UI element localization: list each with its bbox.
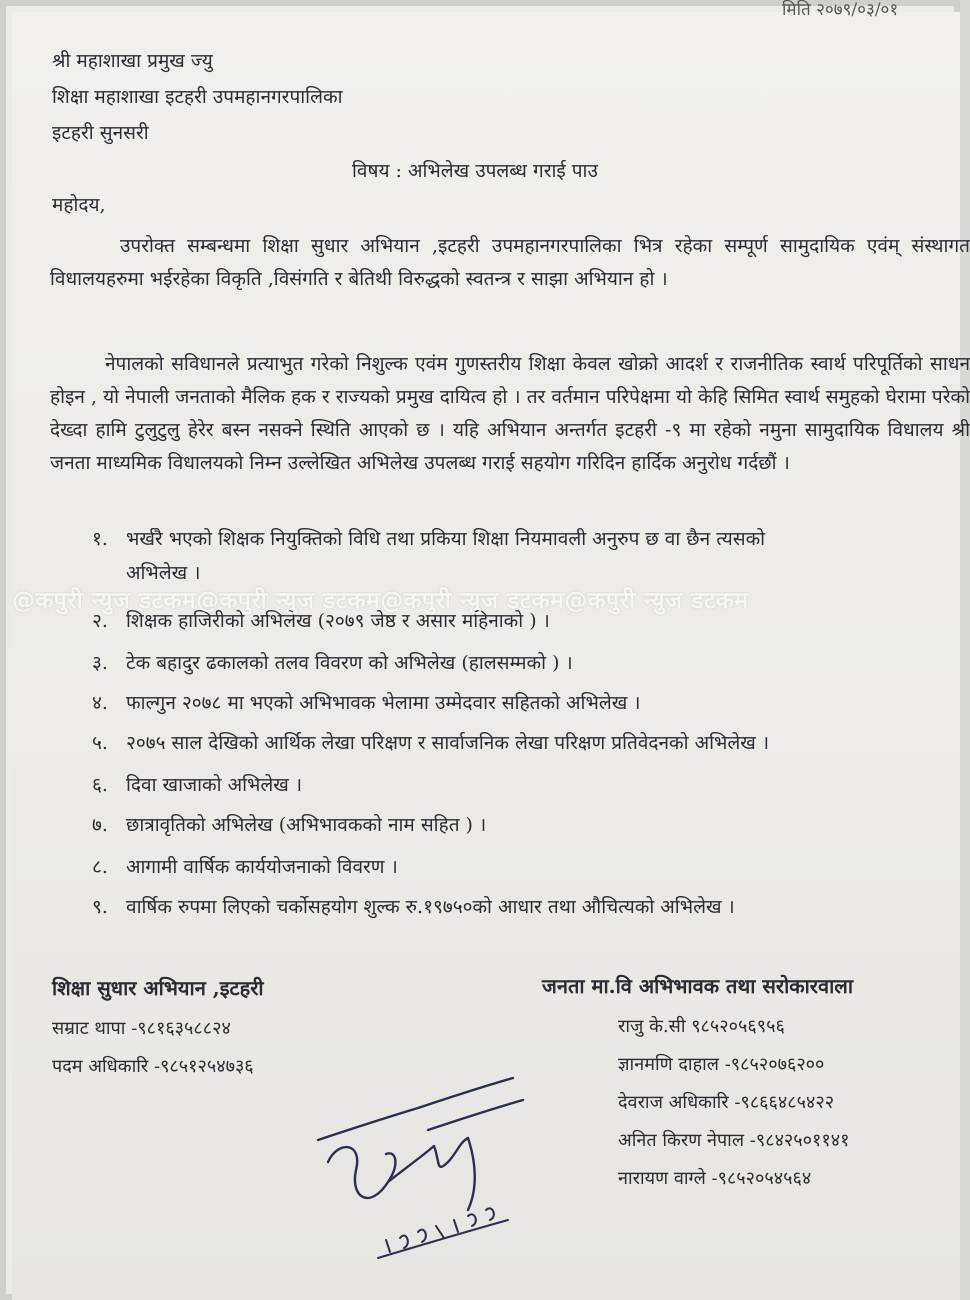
list-item: ५. २०७५ साल देखिको आर्थिक लेखा परिक्षण र सार्वाजनिक लेखा परिक्षण प्रतिवेदनको अभिलेख । xyxy=(92,732,770,754)
list-item: १. भर्खरै भएको शिक्षक नियुक्तिको विधि तथा प्रकिया शिक्षा नियमावली अनुरुप छ वा छैन त्यसको xyxy=(92,528,766,550)
signatories-right xyxy=(542,972,854,1189)
right-signatory: नारायण वाग्ले -९८५२०५४५६४ xyxy=(618,1168,812,1189)
signatories-left xyxy=(52,974,264,1077)
list-item: ८. आगामी वार्षिक कार्ययोजनाको विवरण । xyxy=(92,856,398,878)
list-item: २. शिक्षक हाजिरीको अभिलेख (२०७९ जेष्ठ र असार महिनाको ) । xyxy=(92,610,550,632)
salutation: महोदय, xyxy=(52,194,106,216)
addressee-line-1: श्री महाशाखा प्रमुख ज्यु xyxy=(52,50,213,72)
right-org-name: जनता मा.वि अभिभावक तथा सरोकारवाला xyxy=(542,974,854,998)
body-paragraph-2: नेपालको सविधानले प्रत्याभुत गरेको निशुल्क एवंम गुणस्तरीय शिक्षा केवल खोक्रो आदर्श र राजनीतिक स्वार्थ परिपूर्तिको साधन होइन , यो नेपाली जनताको मैलिक हक र राज्यको प्रमुख दायित्व हो । तर वर्तमान परिपेक्षमा यो केहि सिमित स्वार्थ समुहको घेरामा परेको देख्दा हामि टुलुटुलु हेरेर बस्न नसक्ने स्थिति आएको छ । यहि अभियान अन्तर्गत इटहरी -९ मा रहेको नमुना सामुदायिक विधालय श्री जनता माध्यमिक विधालयको निम्न उल्लेखित अभिलेख उपलब्ध गराई सहयोग गरिदिन हार्दिक अनुरोध गर्दछौं । xyxy=(50,353,970,474)
list-item-continuation: अभिलेख । xyxy=(126,562,201,584)
addressee-line-3: इटहरी सुनसरी xyxy=(52,122,149,144)
left-signatory: पदम अधिकारि -९८५१२५४७३६ xyxy=(52,1056,254,1077)
body-paragraph-1: उपरोक्त सम्बन्धमा शिक्षा सुधार अभियान ,इटहरी उपमहानगरपालिका भित्र रहेका सम्पूर्ण सामुदायिक एवंम् संस्थागत विधालयहरुमा भईरहेका विकृति ,विसंगति र बेतिथी विरुद्धको स्वतन्त्र र साझा अभियान हो । xyxy=(50,235,970,290)
watermark-banner: @कपुरी न्युज डटकम@कपुरी न्युज डटकम@कपुरी न्युज डटकम@कपुरी न्युज डटकम xyxy=(12,588,749,614)
right-signatory: अनित किरण नेपाल -९८४२५०११४१ xyxy=(618,1130,850,1151)
list-item: ६. दिवा खाजाको अभिलेख । xyxy=(92,774,303,796)
handwritten-signature xyxy=(308,1070,548,1270)
left-org-name: शिक्षा सुधार अभियान ,इटहरी xyxy=(52,976,264,1000)
list-item: ७. छात्रावृतिको अभिलेख (अभिभावकको नाम सहित ) । xyxy=(92,814,487,836)
right-signatory: ज्ञानमणि दाहाल -९८५२०७६२०० xyxy=(618,1054,825,1075)
right-signatory: राजु के.सी ९८५२०५६९५६ xyxy=(618,1016,785,1037)
list-item: ९. वार्षिक रुपमा लिएको चर्कोसहयोग शुल्क रु.१९७५०को आधार तथा औचित्यको अभिलेख । xyxy=(92,896,735,918)
letter-subject: विषय : अभिलेख उपलब्ध गराई पाउ xyxy=(352,160,598,182)
right-signatory: देवराज अधिकारि -९८६६४८५४२२ xyxy=(618,1092,835,1113)
left-signatory: सम्राट थापा -९८१६३५८८२४ xyxy=(52,1018,231,1039)
list-item: ४. फाल्गुन २०७८ मा भएको अभिभावक भेलामा उम्मेदवार सहितको अभिलेख । xyxy=(92,692,641,714)
letter-date: मिति २०७९/०३/०१ xyxy=(782,0,899,20)
list-item: ३. टेक बहादुर ढकालको तलव विवरण को अभिलेख (हालसम्मको ) । xyxy=(92,652,573,674)
addressee-line-2: शिक्षा महाशाखा इटहरी उपमहानगरपालिका xyxy=(52,86,343,108)
letter-page xyxy=(12,0,970,1300)
